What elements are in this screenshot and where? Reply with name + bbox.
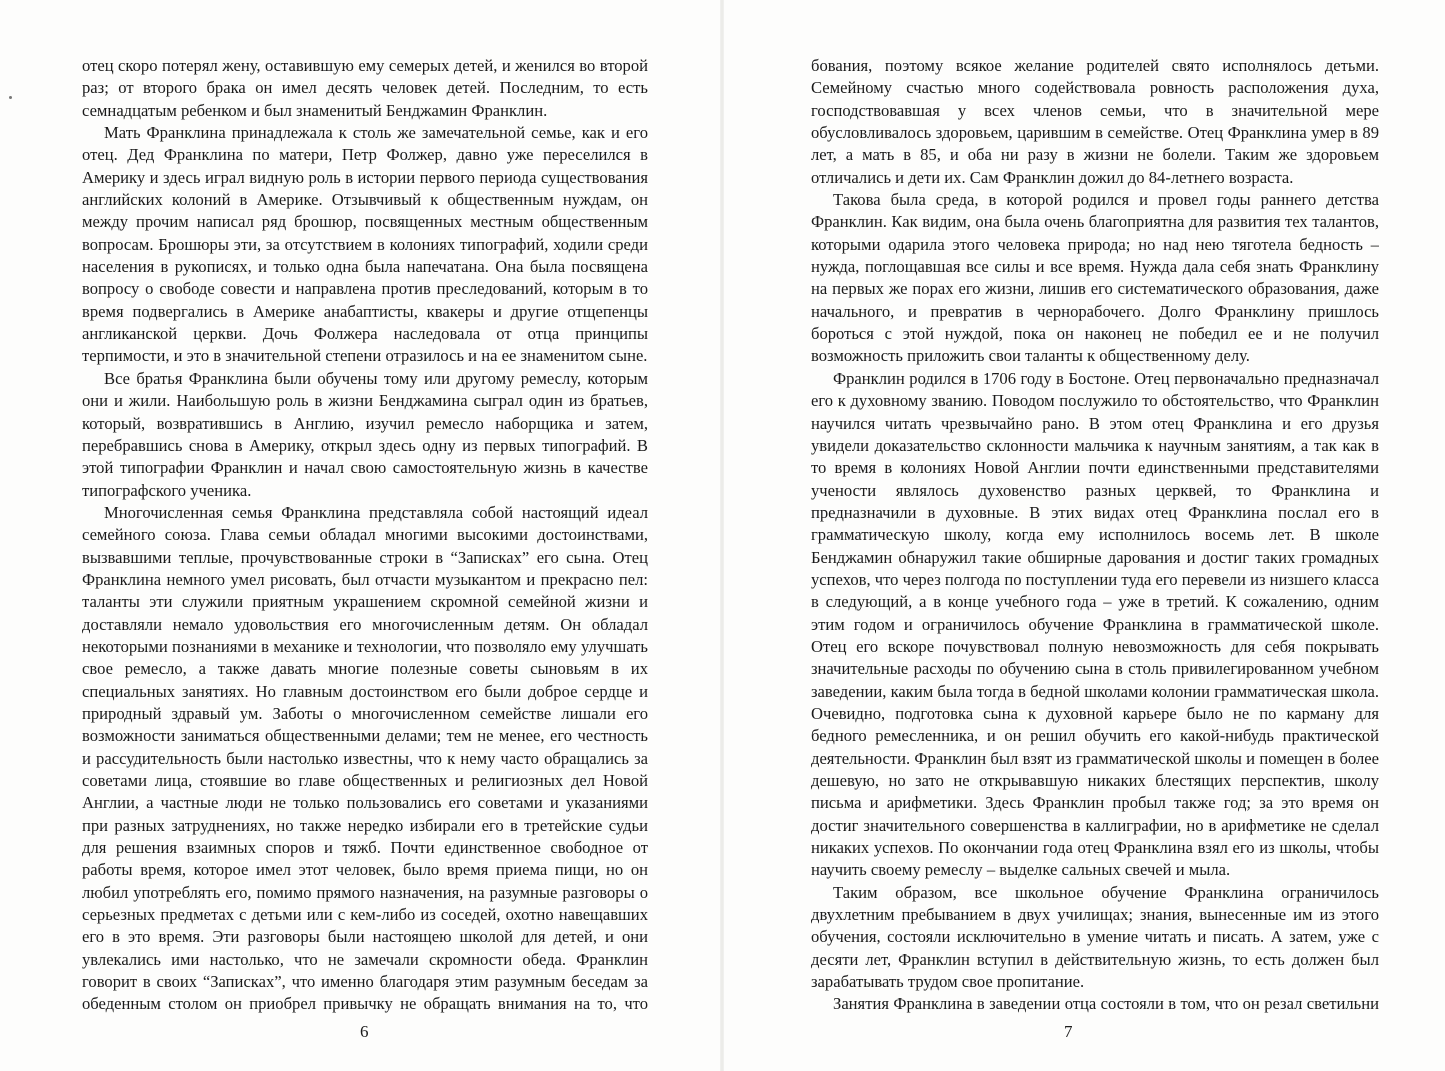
right-page xyxy=(811,55,1379,1015)
left-paragraph-3: Все братья Франклина были обучены тому или другому ремеслу, которым они и жили. Наибольшую роль в жизни Бенджамина сыграл один из братьев, который, возвратившись в Англию, изучил ремесло наборщика и затем, перебравшись снова в Америку, открыл здесь одну из первых типографий. В этой типографии Франклин и начал свою самостоятельную жизнь в качестве типографского ученика. xyxy=(82,368,648,500)
scan-speck xyxy=(9,96,12,99)
left-page-number: 6 xyxy=(360,1022,369,1041)
left-paragraph-2: Мать Франклина принадлежала к столь же замечательной семье, как и его отец. Дед Франклина по матери, Петр Фолжер, давно уже переселился в Америку и здесь играл видную роль в истории первого периода существования английских колоний в Америке. Отзывчивый к общественным нуждам, он между прочим написал ряд брошюр, посвященных местным общественным вопросам. Брошюры эти, за отсутствием в колониях типографий, ходили среди населения в рукописях, и только одна была напечатана. Она была посвящена вопросу о свободе совести и направлена против преследований, которым в то время подвергались в Америке анабаптисты, квакеры и другие отщепенцы англиканской церкви. Дочь Фолжера наследовала от отца принципы терпимости, и это в значительной степени отразилось и на ее знаменитом сыне. xyxy=(82,123,648,366)
right-paragraph-3: Франклин родился в 1706 году в Бостоне. Отец первоначально предназначал его к духовному званию. Поводом послужило то обстоятельство, что Франклин научился читать чрезвычайно рано. В этом отец Франклина и его друзья увидели доказательство склонности мальчика к научным занятиям, а так как в то время в колониях Новой Англии почти единственными представителями учености являлось духовенство разных церквей, то Франклина и предназначили в духовные. В этих видах отец Франклина послал его в грамматическую школу, когда ему исполнилось восемь лет. В школе Бенджамин обнаружил такие обширные дарования и достиг таких громадных успехов, что через полгода по поступлении туда его перевели из низшего класса в следующий, а в конце учебного года – уже в третий. К сожалению, одним этим годом и ограничилось обучение Франклина в грамматической школе. Отец его вскоре почувствовал полную невозможность для себя покрывать значительные расходы по обучению сына в столь привилегированном учебном заведении, каким была тогда в бедной школами колонии грамматическая школа. Очевидно, подготовка сына к духовной карьере было не по карману для бедного ремесленника, и он решил обучить его какой-нибудь практической деятельности. Франклин был взят из грамматической школы и помещен в более дешевую, но зато не открывавшую никаких блестящих перспектив, школу письма и арифметики. Здесь Франклин пробыл также год; за это время он достиг значительного совершенства в каллиграфии, но в арифметике не сделал никаких успехов. По окончании года отец Франклина взял его из школы, чтобы научить своему ремеслу – выделке сальных свечей и мыла. xyxy=(811,368,1379,880)
book-gutter xyxy=(720,0,724,1071)
right-paragraph-1: бования, поэтому всякое желание родителей свято исполнялось детьми. Семейному счастью много содействовала ровность расположения духа, господствовавшая у всех членов семьи, что в значительной мере обусловливалось здоровьем, царившим в семействе. Отец Франклина умер в 89 лет, а мать в 85, и оба ни разу в жизни не болели. Таким же здоровьем отличались и дети их. Сам Франклин дожил до 84-летнего возраста. xyxy=(811,56,1379,187)
right-page-number: 7 xyxy=(1064,1022,1073,1041)
left-page xyxy=(82,55,648,1015)
left-paragraph-4: Многочисленная семья Франклина представляла собой настоящий идеал семейного союза. Глава семьи обладал многими высокими достоинствами, вызвавшими теплые, прочувствованные строки в “Записках” его сына. Отец Франклина немного умел рисовать, был отчасти музыкантом и прекрасно пел: таланты эти служили приятным украшением скромной семейной жизни и доставляли немало удовольствия его многочисленным детям. Он обладал некоторыми познаниями в механике и технологии, что позволяло ему улучшать свое ремесло, а также давать многие полезные советы сыновьям в их специальных занятиях. Но главным достоинством его были доброе сердце и природный здравый ум. Заботы о многочисленном семействе лишали его возможности заниматься общественными делами; тем не менее, его честность и рассудительность были настолько известны, что к нему часто обращались за советами лица, стоявшие во главе общественных и религиозных дел Новой Англии, а частные люди не только пользовались его советами и указаниями при разных затруднениях, но также нередко избирали его в третейские судьи для решения взаимных споров и тяжб. Почти единственное свободное от работы время, которое имел этот человек, было время приема пищи, но он любил употреблять его, помимо прямого назначения, на разумные разговоры о серьезных предметах с детьми или с кем-либо из соседей, охотно навещавших его в это время. Эти разговоры были настоящею школой для детей, и они увлекались ими настолько, что не замечали скромности обеда. Франклин говорит в своих “Записках”, что именно благодаря этим разумным беседам за обеденным столом он приобрел привычку не обращать внимания на то, что xyxy=(82,502,648,1014)
left-paragraph-1: отец скоро потерял жену, оставившую ему семерых детей, и женился во второй раз; от второго брака он имел десять человек детей. Последним, то есть семнадцатым ребенком и был знаменитый Бенджамин Франклин. xyxy=(82,56,648,120)
right-paragraph-2: Такова была среда, в которой родился и провел годы раннего детства Франклин. Как видим, она была очень благоприятна для развития тех талантов, которыми одарила этого человека природа; но над нею тяготела бедность – нужда, поглощавшая все силы и все время. Нужда дала себя знать Франклину на первых же порах его жизни, лишив его систематического образования, даже начального, и превратив в чернорабочего. Долго Франклину пришлось бороться с этой нуждой, пока он наконец не победил ее и не получил возможность приложить свои таланты к общественному делу. xyxy=(811,190,1379,366)
right-paragraph-4: Таким образом, все школьное обучение Франклина ограничилось двухлетним пребыванием в двух училищах; знания, вынесенные им из этого обучения, состояли исключительно в умение читать и писать. А затем, уже с десяти лет, Франклин вступил в действительную жизнь, то есть должен был зарабатывать трудом свое пропитание. xyxy=(811,882,1379,992)
right-paragraph-5: Занятия Франклина в заведении отца состояли в том, что он резал светильни xyxy=(833,994,1379,1014)
